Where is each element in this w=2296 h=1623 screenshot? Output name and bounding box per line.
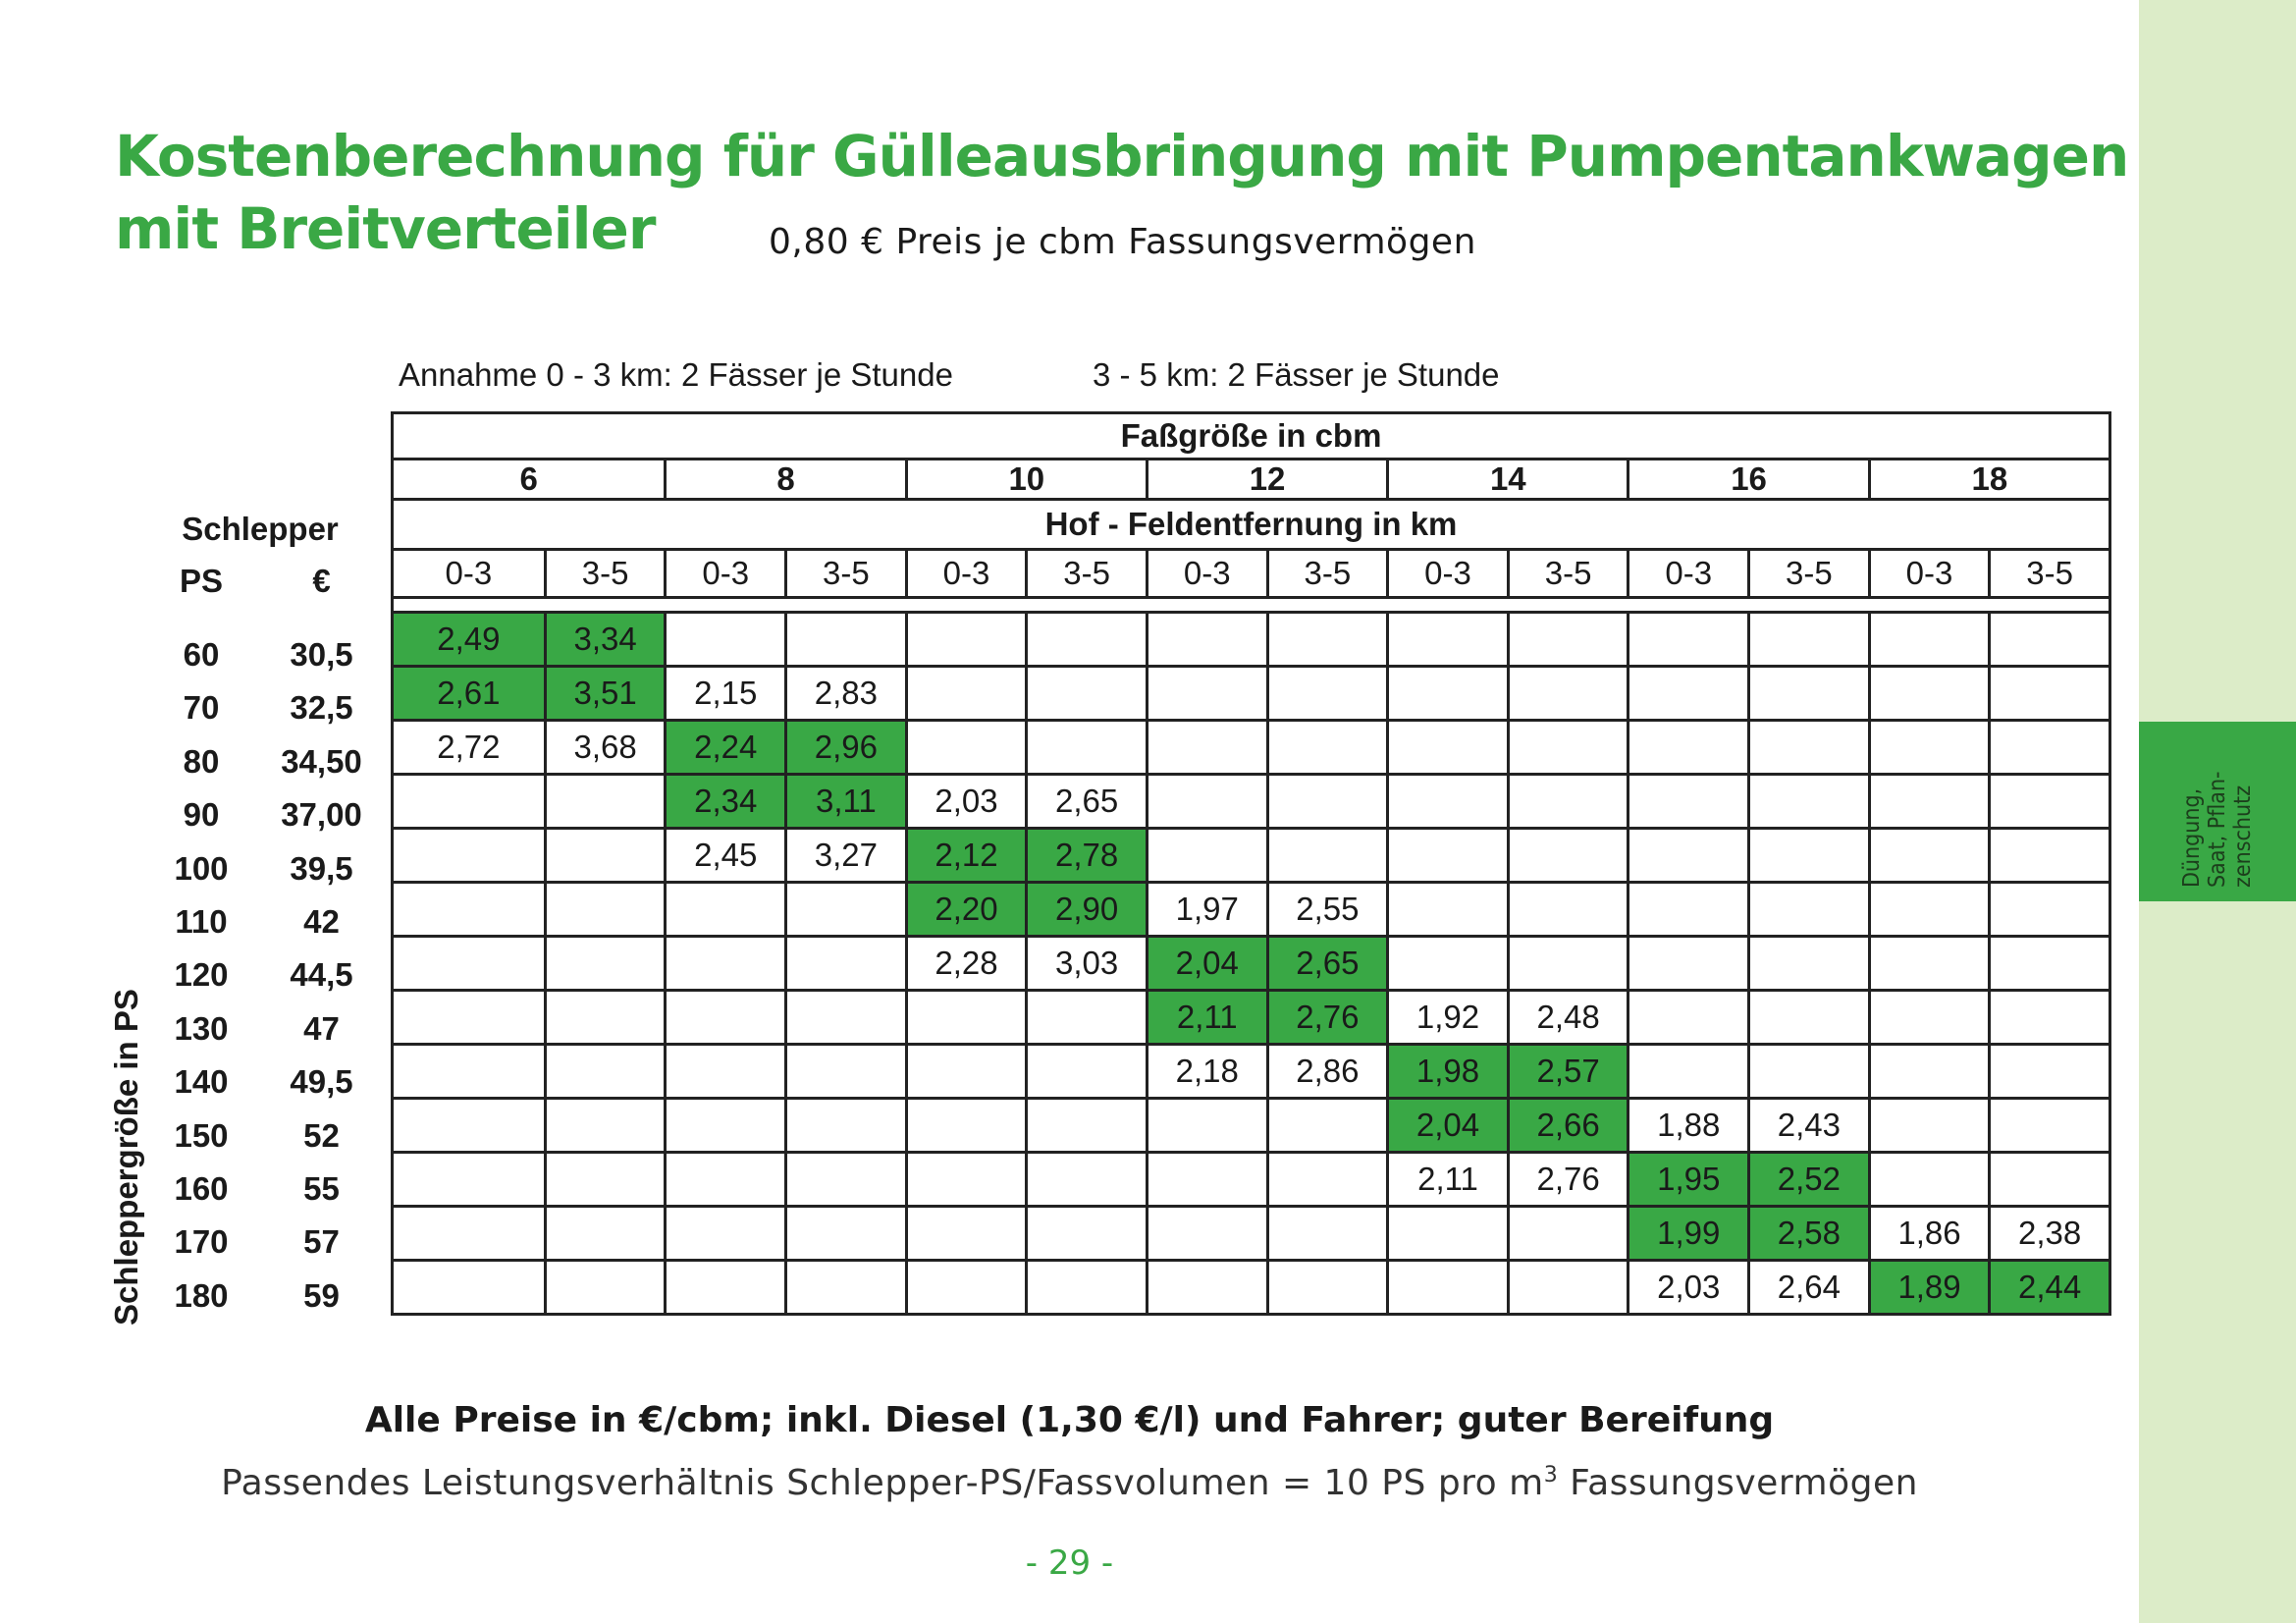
- table-cell: 2,03: [906, 775, 1027, 829]
- distance-header: 0-3: [1147, 550, 1267, 598]
- row-label-eur: 49,5: [290, 1063, 353, 1101]
- table-row: [393, 721, 2110, 775]
- table-row: [393, 829, 2110, 883]
- table-cell: [393, 991, 546, 1045]
- table-cell: [393, 829, 546, 883]
- table-row: [393, 775, 2110, 829]
- table-row: [393, 1207, 2110, 1261]
- table-row: [393, 613, 2110, 667]
- table-cell: [1388, 667, 1509, 721]
- table-cell: 2,34: [666, 775, 786, 829]
- table-cell: 3,68: [545, 721, 666, 775]
- table-cell: 2,11: [1147, 991, 1267, 1045]
- row-label-ps: 110: [175, 903, 228, 940]
- table-cell: 1,99: [1629, 1207, 1749, 1261]
- table-cell: [1508, 1207, 1629, 1261]
- table-cell: [1869, 775, 1990, 829]
- size-header-10: 10: [906, 460, 1147, 500]
- section-tab-line-1: Düngung,: [2179, 787, 2205, 888]
- table-cell: [1267, 1099, 1388, 1153]
- table-cell: 2,61: [393, 667, 546, 721]
- footer-note: [0, 1463, 2139, 1503]
- table-cell: [1990, 613, 2110, 667]
- table-cell: [1027, 991, 1148, 1045]
- table-cell: [1629, 991, 1749, 1045]
- table-cell: [1027, 1207, 1148, 1261]
- table-cell: [1990, 1153, 2110, 1207]
- table-cell: [1147, 613, 1267, 667]
- table-cell: [1388, 829, 1509, 883]
- table-cell: [1267, 1153, 1388, 1207]
- table-cell: 2,90: [1027, 883, 1148, 937]
- row-label-ps: 120: [174, 956, 229, 994]
- table-cell: [666, 1153, 786, 1207]
- table-cell: 1,88: [1629, 1099, 1749, 1153]
- table-cell: [1869, 937, 1990, 991]
- table-cell: [1749, 667, 1870, 721]
- distance-header: 0-3: [1869, 550, 1990, 598]
- row-label-eur: 47: [303, 1009, 340, 1047]
- table-cell: 2,52: [1749, 1153, 1870, 1207]
- distance-header: 3-5: [786, 550, 907, 598]
- table-cell: 2,65: [1027, 775, 1148, 829]
- table-cell: 2,64: [1749, 1261, 1870, 1315]
- table-cell: [1990, 937, 2110, 991]
- table-cell: [393, 1045, 546, 1099]
- table-cell: 1,89: [1869, 1261, 1990, 1315]
- assumption-left: Annahme 0 - 3 km: 2 Fässer je Stunde: [399, 356, 953, 393]
- row-label-eur: 42: [303, 903, 340, 940]
- table-cell: 2,58: [1749, 1207, 1870, 1261]
- table-row: [393, 667, 2110, 721]
- table-cell: 2,76: [1508, 1153, 1629, 1207]
- table-cell: 1,97: [1147, 883, 1267, 937]
- table-cell: [666, 1207, 786, 1261]
- table-cell: 2,66: [1508, 1099, 1629, 1153]
- row-label-ps: 130: [174, 1009, 229, 1047]
- table-cell: 3,03: [1027, 937, 1148, 991]
- table-cell: 2,18: [1147, 1045, 1267, 1099]
- table-cell: [1388, 721, 1509, 775]
- table-cell: [666, 613, 786, 667]
- table-cell: [1147, 1099, 1267, 1153]
- table-cell: [545, 829, 666, 883]
- row-label-ps: 170: [174, 1223, 229, 1261]
- table-cell: 2,20: [906, 883, 1027, 937]
- table-cell: 3,27: [786, 829, 907, 883]
- table-cell: [1508, 775, 1629, 829]
- row-label-ps: 160: [174, 1170, 229, 1207]
- table-cell: [666, 991, 786, 1045]
- table-cell: [1147, 1153, 1267, 1207]
- table-cell: [1990, 991, 2110, 1045]
- section-tab-label: [2139, 722, 2296, 901]
- table-cell: [1749, 829, 1870, 883]
- row-label-ps: 60: [183, 636, 220, 673]
- table-cell: [1508, 829, 1629, 883]
- page-number: - 29 -: [1025, 1543, 1114, 1583]
- table-cell: 2,55: [1267, 883, 1388, 937]
- distance-header: 3-5: [1267, 550, 1388, 598]
- table-cell: [786, 991, 907, 1045]
- table-cell: [1267, 775, 1388, 829]
- table-cell: [1267, 829, 1388, 883]
- table-cell: [1629, 667, 1749, 721]
- table-cell: [1749, 937, 1870, 991]
- price-note: 0,80 € Preis je cbm Fassungsvermögen: [769, 222, 1476, 262]
- table-cell: [1267, 1261, 1388, 1315]
- table-cell: [1147, 829, 1267, 883]
- footer-note-bold: Alle Preise in €/cbm; inkl. Diesel (1,30 €/l) und Fahrer; guter Bereifung: [364, 1400, 1775, 1440]
- table-cell: [545, 1045, 666, 1099]
- table-cell: 2,49: [393, 613, 546, 667]
- size-header-14: 14: [1388, 460, 1629, 500]
- section-tab[interactable]: [2139, 722, 2296, 901]
- size-header-8: 8: [666, 460, 906, 500]
- row-label-eur: 57: [303, 1223, 340, 1261]
- table-cell: [1267, 1207, 1388, 1261]
- table-cell: [1388, 1261, 1509, 1315]
- table-cell: [1508, 937, 1629, 991]
- table-cell: 1,98: [1388, 1045, 1509, 1099]
- table-cell: 2,45: [666, 829, 786, 883]
- table-row: [393, 1045, 2110, 1099]
- table-cell: 2,86: [1267, 1045, 1388, 1099]
- table-cell: 2,38: [1990, 1207, 2110, 1261]
- table-cell: [545, 991, 666, 1045]
- table-cell: [786, 1045, 907, 1099]
- distance-header: 0-3: [1629, 550, 1749, 598]
- table-cell: [1749, 775, 1870, 829]
- table-row: [393, 937, 2110, 991]
- table-cell: [1147, 667, 1267, 721]
- row-label-ps: 70: [183, 689, 220, 727]
- distance-header: 0-3: [393, 550, 546, 598]
- table-cell: [786, 1261, 907, 1315]
- table-cell: [906, 721, 1027, 775]
- footer-note-text: Passendes Leistungsverhältnis Schlepper-PS/Fassvolumen = 10 PS pro m: [221, 1463, 1544, 1503]
- table-cell: [906, 1045, 1027, 1099]
- section-tab-line-3: zenschutz: [2230, 784, 2256, 888]
- row-header-ps: PS: [179, 563, 224, 599]
- table-cell: 2,44: [1990, 1261, 2110, 1315]
- table-cell: [393, 937, 546, 991]
- size-header-12: 12: [1147, 460, 1387, 500]
- distance-header: 0-3: [666, 550, 786, 598]
- row-label-ps: 180: [174, 1276, 229, 1314]
- table-cell: [1027, 721, 1148, 775]
- row-label-eur: 37,00: [281, 796, 362, 834]
- table-cell: [1027, 613, 1148, 667]
- table-cell: 2,65: [1267, 937, 1388, 991]
- row-label-ps: 90: [183, 796, 220, 834]
- table-row: [393, 991, 2110, 1045]
- table-cell: 3,51: [545, 667, 666, 721]
- table-cell: [906, 1153, 1027, 1207]
- table-cell: 2,48: [1508, 991, 1629, 1045]
- table-cell: 2,57: [1508, 1045, 1629, 1099]
- footer-note-end: Fassungsvermögen: [1558, 1463, 1918, 1503]
- table-cell: [906, 667, 1027, 721]
- spacer-row: [393, 598, 2110, 613]
- table-cell: [1629, 883, 1749, 937]
- section-tab-line-2: Saat, Pflan-: [2205, 771, 2230, 888]
- row-label-eur: 55: [303, 1170, 340, 1207]
- table-cell: [1388, 1207, 1509, 1261]
- table-row: [393, 1153, 2110, 1207]
- table-cell: [786, 883, 907, 937]
- row-label-ps: 100: [174, 849, 229, 887]
- table-cell: [545, 1261, 666, 1315]
- table-cell: [1749, 991, 1870, 1045]
- table-cell: 2,83: [786, 667, 907, 721]
- table-cell: 2,96: [786, 721, 907, 775]
- table-cell: [1267, 721, 1388, 775]
- table-cell: [1027, 1099, 1148, 1153]
- table-cell: [393, 883, 546, 937]
- table-row: [393, 1261, 2110, 1315]
- table-cell: [1869, 613, 1990, 667]
- table-cell: [1147, 1261, 1267, 1315]
- table-cell: [666, 883, 786, 937]
- table-row: [393, 1099, 2110, 1153]
- table-cell: [1267, 667, 1388, 721]
- table-cell: [1508, 667, 1629, 721]
- table-cell: [906, 1099, 1027, 1153]
- table-cell: [545, 937, 666, 991]
- table-cell: 2,15: [666, 667, 786, 721]
- table-cell: [393, 1261, 546, 1315]
- row-label-eur: 52: [303, 1116, 340, 1154]
- row-header-eur: €: [312, 563, 331, 599]
- table-cell: 1,92: [1388, 991, 1509, 1045]
- title-line-2: mit Breitverteiler: [115, 195, 656, 262]
- table-cell: [1990, 775, 2110, 829]
- table-cell: [1629, 721, 1749, 775]
- table-cell: [666, 937, 786, 991]
- table-cell: [1027, 1045, 1148, 1099]
- table-cell: [1388, 775, 1509, 829]
- table-cell: [545, 1153, 666, 1207]
- table-cell: [1869, 1153, 1990, 1207]
- table-cell: [1629, 775, 1749, 829]
- table-cell: [786, 1153, 907, 1207]
- table-cell: [1027, 667, 1148, 721]
- table-cell: [1990, 883, 2110, 937]
- table-cell: [545, 883, 666, 937]
- table-cell: [906, 1261, 1027, 1315]
- table-cell: [393, 775, 546, 829]
- table-cell: [1869, 1099, 1990, 1153]
- vertical-axis-label: Schleppergröße in PS: [108, 989, 144, 1325]
- table-cell: [786, 1207, 907, 1261]
- table-cell: [1388, 937, 1509, 991]
- table-cell: [1990, 1045, 2110, 1099]
- table-cell: 2,76: [1267, 991, 1388, 1045]
- table-cell: [1027, 1153, 1148, 1207]
- table-cell: [1027, 1261, 1148, 1315]
- table-cell: [1990, 721, 2110, 775]
- row-header-schlepper: Schlepper: [182, 511, 339, 547]
- table-cell: [545, 1207, 666, 1261]
- distance-header: 0-3: [1388, 550, 1509, 598]
- header-size: Faßgröße in cbm: [393, 413, 2110, 460]
- table-cell: 2,43: [1749, 1099, 1870, 1153]
- table-cell: 2,04: [1147, 937, 1267, 991]
- table-cell: 2,11: [1388, 1153, 1509, 1207]
- table-cell: 2,12: [906, 829, 1027, 883]
- table-cell: [393, 1099, 546, 1153]
- table-cell: 2,04: [1388, 1099, 1509, 1153]
- row-label-ps: 140: [174, 1063, 229, 1101]
- table-cell: [1990, 1099, 2110, 1153]
- table-cell: [1990, 829, 2110, 883]
- table-cell: [1147, 721, 1267, 775]
- cost-table: [391, 411, 2111, 1316]
- table-cell: [1267, 613, 1388, 667]
- row-label-eur: 59: [303, 1276, 340, 1314]
- footer-note-superscript: 3: [1543, 1463, 1559, 1488]
- table-cell: [1749, 721, 1870, 775]
- table-cell: [786, 613, 907, 667]
- row-label-eur: 39,5: [290, 849, 353, 887]
- distance-header: 0-3: [906, 550, 1027, 598]
- row-label-eur: 34,50: [281, 742, 362, 780]
- table-cell: [906, 1207, 1027, 1261]
- table-cell: [393, 1207, 546, 1261]
- table-cell: [1869, 1045, 1990, 1099]
- table-cell: [786, 1099, 907, 1153]
- size-header-6: 6: [393, 460, 666, 500]
- table-cell: 1,95: [1629, 1153, 1749, 1207]
- table-cell: 2,78: [1027, 829, 1148, 883]
- table-cell: [1629, 937, 1749, 991]
- table-cell: 1,86: [1869, 1207, 1990, 1261]
- table-cell: [786, 937, 907, 991]
- table-cell: [1749, 883, 1870, 937]
- table-cell: [1869, 829, 1990, 883]
- row-label-eur: 30,5: [290, 636, 353, 673]
- table-cell: [1869, 721, 1990, 775]
- size-header-16: 16: [1629, 460, 1869, 500]
- table-cell: [1869, 883, 1990, 937]
- table-cell: [1629, 613, 1749, 667]
- size-header-18: 18: [1869, 460, 2109, 500]
- table-cell: [1388, 613, 1509, 667]
- table-cell: [545, 775, 666, 829]
- table-cell: 2,24: [666, 721, 786, 775]
- table-cell: [1508, 721, 1629, 775]
- header-distance: Hof - Feldentfernung in km: [393, 500, 2110, 550]
- row-label-ps: 80: [183, 742, 220, 780]
- distance-header: 3-5: [1990, 550, 2110, 598]
- table-cell: [1508, 883, 1629, 937]
- table-cell: [1749, 613, 1870, 667]
- table-cell: [1147, 775, 1267, 829]
- distance-header: 3-5: [545, 550, 666, 598]
- assumption-right: 3 - 5 km: 2 Fässer je Stunde: [1093, 356, 1500, 393]
- table-cell: [393, 1153, 546, 1207]
- table-cell: [1990, 667, 2110, 721]
- table-cell: [1869, 991, 1990, 1045]
- table-cell: [545, 1099, 666, 1153]
- row-label-eur: 44,5: [290, 956, 353, 994]
- table-cell: [1508, 613, 1629, 667]
- title-line-1: Kostenberechnung für Gülleausbringung mit Pumpentankwagen: [115, 123, 2129, 189]
- table-row: [393, 883, 2110, 937]
- table-cell: [1147, 1207, 1267, 1261]
- row-label-eur: 32,5: [290, 689, 353, 727]
- table-cell: 2,28: [906, 937, 1027, 991]
- table-cell: 2,03: [1629, 1261, 1749, 1315]
- distance-header: 3-5: [1027, 550, 1148, 598]
- table-cell: [906, 613, 1027, 667]
- table-cell: 2,72: [393, 721, 546, 775]
- table-cell: [1869, 667, 1990, 721]
- table-cell: 3,34: [545, 613, 666, 667]
- table-cell: 3,11: [786, 775, 907, 829]
- distance-header: 3-5: [1508, 550, 1629, 598]
- table-cell: [666, 1099, 786, 1153]
- table-cell: [1629, 829, 1749, 883]
- table-cell: [666, 1261, 786, 1315]
- table-cell: [1508, 1261, 1629, 1315]
- row-label-ps: 150: [174, 1116, 229, 1154]
- table-cell: [1749, 1045, 1870, 1099]
- table-cell: [1388, 883, 1509, 937]
- table-cell: [1629, 1045, 1749, 1099]
- distance-header: 3-5: [1749, 550, 1870, 598]
- table-cell: [666, 1045, 786, 1099]
- table-cell: [906, 991, 1027, 1045]
